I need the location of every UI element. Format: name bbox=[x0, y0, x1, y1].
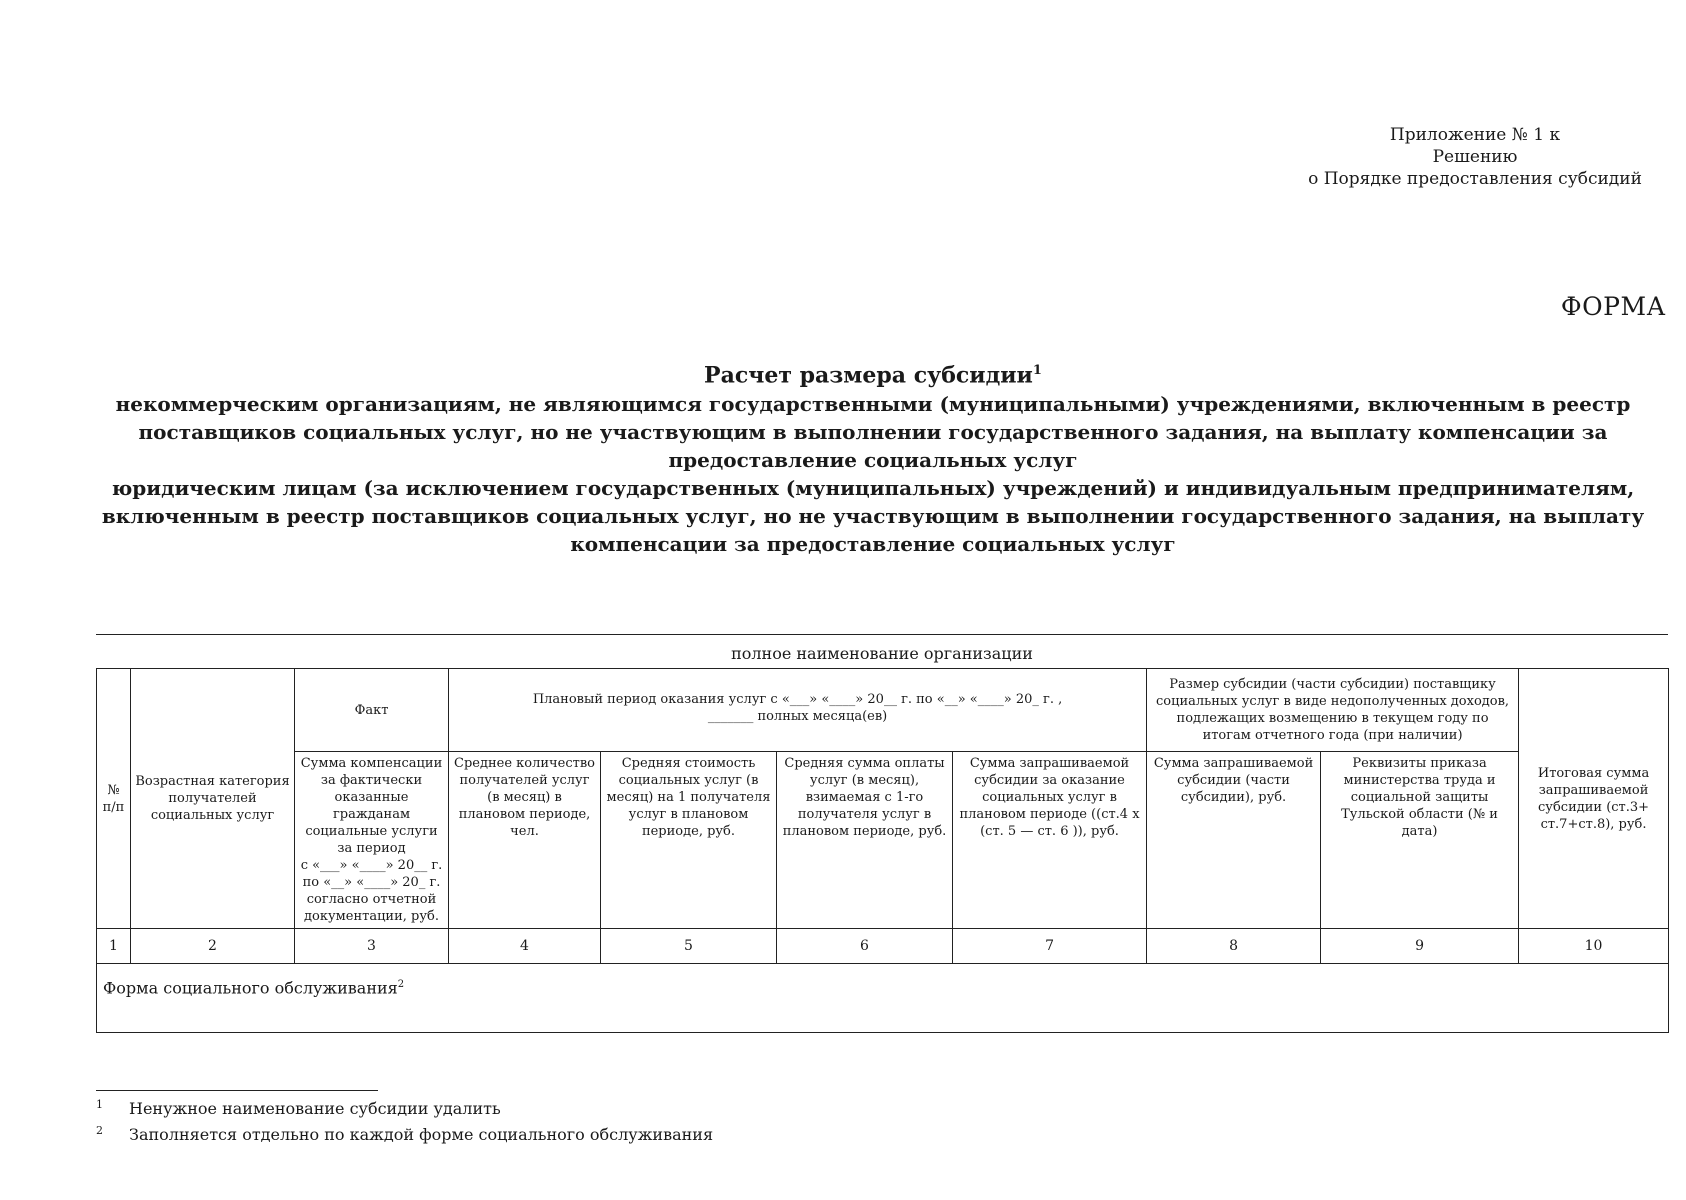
footnote-item bbox=[96, 1122, 713, 1148]
main-title bbox=[90, 356, 1656, 390]
column-number: 2 bbox=[131, 929, 295, 964]
column-number: 1 bbox=[97, 929, 131, 964]
footnote-text: Ненужное наименование субсидии удалить bbox=[129, 1099, 501, 1118]
form-of-service-cell bbox=[97, 964, 1669, 1033]
footnote-mark: 1 bbox=[96, 1098, 103, 1111]
form-of-service-row bbox=[97, 964, 1669, 1033]
column-number: 3 bbox=[295, 929, 449, 964]
footnote-mark: 2 bbox=[96, 1124, 103, 1137]
col-fact-text-1: Сумма компенсации за фактически оказанные гражданам социальные услуги за период bbox=[300, 756, 443, 856]
col-age-category-header: Возрастная категория получателей социальных услуг bbox=[131, 669, 295, 929]
title-paragraph-2: юридическим лицам (за исключением государственных (муниципальных) учреждений) и индивидуальным предпринимателям, включенным в реестр поставщиков социальных услуг, но не участвующим в выполнении государственного задания, на выплату компенсации за предоставление социальных услуг bbox=[101, 476, 1645, 557]
form-label: ФОРМА bbox=[1560, 292, 1666, 321]
column-number: 4 bbox=[449, 929, 601, 964]
col-fact-text-3: по «__» «____» 20_ г. bbox=[302, 875, 441, 890]
column-number: 8 bbox=[1147, 929, 1321, 964]
document-title bbox=[90, 356, 1656, 558]
form-of-service-text: Форма социального обслуживания bbox=[103, 978, 398, 998]
appendix-line-2: Решению bbox=[1432, 147, 1518, 167]
group-fact-header: Факт bbox=[295, 669, 449, 752]
column-numbers-row bbox=[97, 929, 1669, 964]
col-fact-header bbox=[295, 752, 449, 929]
group-subsidy-header: Размер субсидии (части субсидии) поставщику социальных услуг в виде недополученных доходов, подлежащих возмещению в текущем году по итогам отчетного года (при наличии) bbox=[1147, 669, 1519, 752]
column-number: 7 bbox=[953, 929, 1147, 964]
group-plan-header bbox=[449, 669, 1147, 752]
col-fact-text-2: с «___» «____» 20__ г. bbox=[300, 858, 443, 873]
col-sub-amount-header: Сумма запрашиваемой субсидии (части субсидии), руб. bbox=[1147, 752, 1321, 929]
table-header-row-1 bbox=[97, 669, 1669, 752]
col-total-header: Итоговая сумма запрашиваемой субсидии (ст.3+ ст.7+ст.8), руб. bbox=[1519, 669, 1669, 929]
col-avg-cost-header: Средняя стоимость социальных услуг (в месяц) на 1 получателя услуг в плановом периоде, руб. bbox=[601, 752, 777, 929]
subsidy-calculation-table bbox=[96, 668, 1669, 1033]
group-plan-line-1: Плановый период оказания услуг с «___» «____» 20__ г. по «__» «____» 20_ г. , bbox=[532, 692, 1063, 707]
footnote-text: Заполняется отдельно по каждой форме социального обслуживания bbox=[129, 1125, 714, 1144]
col-order-details-header: Реквизиты приказа министерства труда и социальной защиты Тульской области (№ и дата) bbox=[1321, 752, 1519, 929]
footnote-item bbox=[96, 1096, 713, 1122]
organization-name-line bbox=[96, 634, 1668, 635]
appendix-line-3: о Порядке предоставления субсидий bbox=[1308, 169, 1642, 189]
title-paragraph-1: некоммерческим организациям, не являющимся государственными (муниципальными) учреждениями, включенным в реестр поставщиков социальных услуг, но не участвующим в выполнении государственного задания, на выплату компенсации за предоставление социальных услуг bbox=[115, 392, 1631, 473]
form-of-service-footnote-mark: 2 bbox=[397, 979, 405, 990]
column-number: 6 bbox=[777, 929, 953, 964]
column-number: 9 bbox=[1321, 929, 1519, 964]
col-fact-text-4: согласно отчетной документации, руб. bbox=[304, 892, 439, 924]
col-requested-header: Сумма запрашиваемой субсидии за оказание социальных услуг в плановом периоде ((ст.4 х (ст. 5 — ст. 6 )), руб. bbox=[953, 752, 1147, 929]
col-avg-recipients-header: Среднее количество получателей услуг (в месяц) в плановом периоде, чел. bbox=[449, 752, 601, 929]
col-no-header: № п/п bbox=[97, 669, 131, 929]
column-number: 5 bbox=[601, 929, 777, 964]
main-title-text: Расчет размера субсидии bbox=[704, 362, 1033, 389]
col-avg-payment-header: Средняя сумма оплаты услуг (в месяц), взимаемая с 1-го получателя услуг в плановом периоде, руб. bbox=[777, 752, 953, 929]
appendix-reference bbox=[1290, 124, 1660, 190]
footnotes bbox=[96, 1096, 713, 1148]
column-number: 10 bbox=[1519, 929, 1669, 964]
organization-caption: полное наименование организации bbox=[731, 644, 1033, 663]
appendix-line-1: Приложение № 1 к bbox=[1389, 125, 1561, 145]
main-title-footnote-mark: 1 bbox=[1032, 363, 1042, 378]
footnote-separator bbox=[96, 1090, 378, 1091]
group-plan-line-2: _______ полных месяца(ев) bbox=[707, 709, 888, 724]
